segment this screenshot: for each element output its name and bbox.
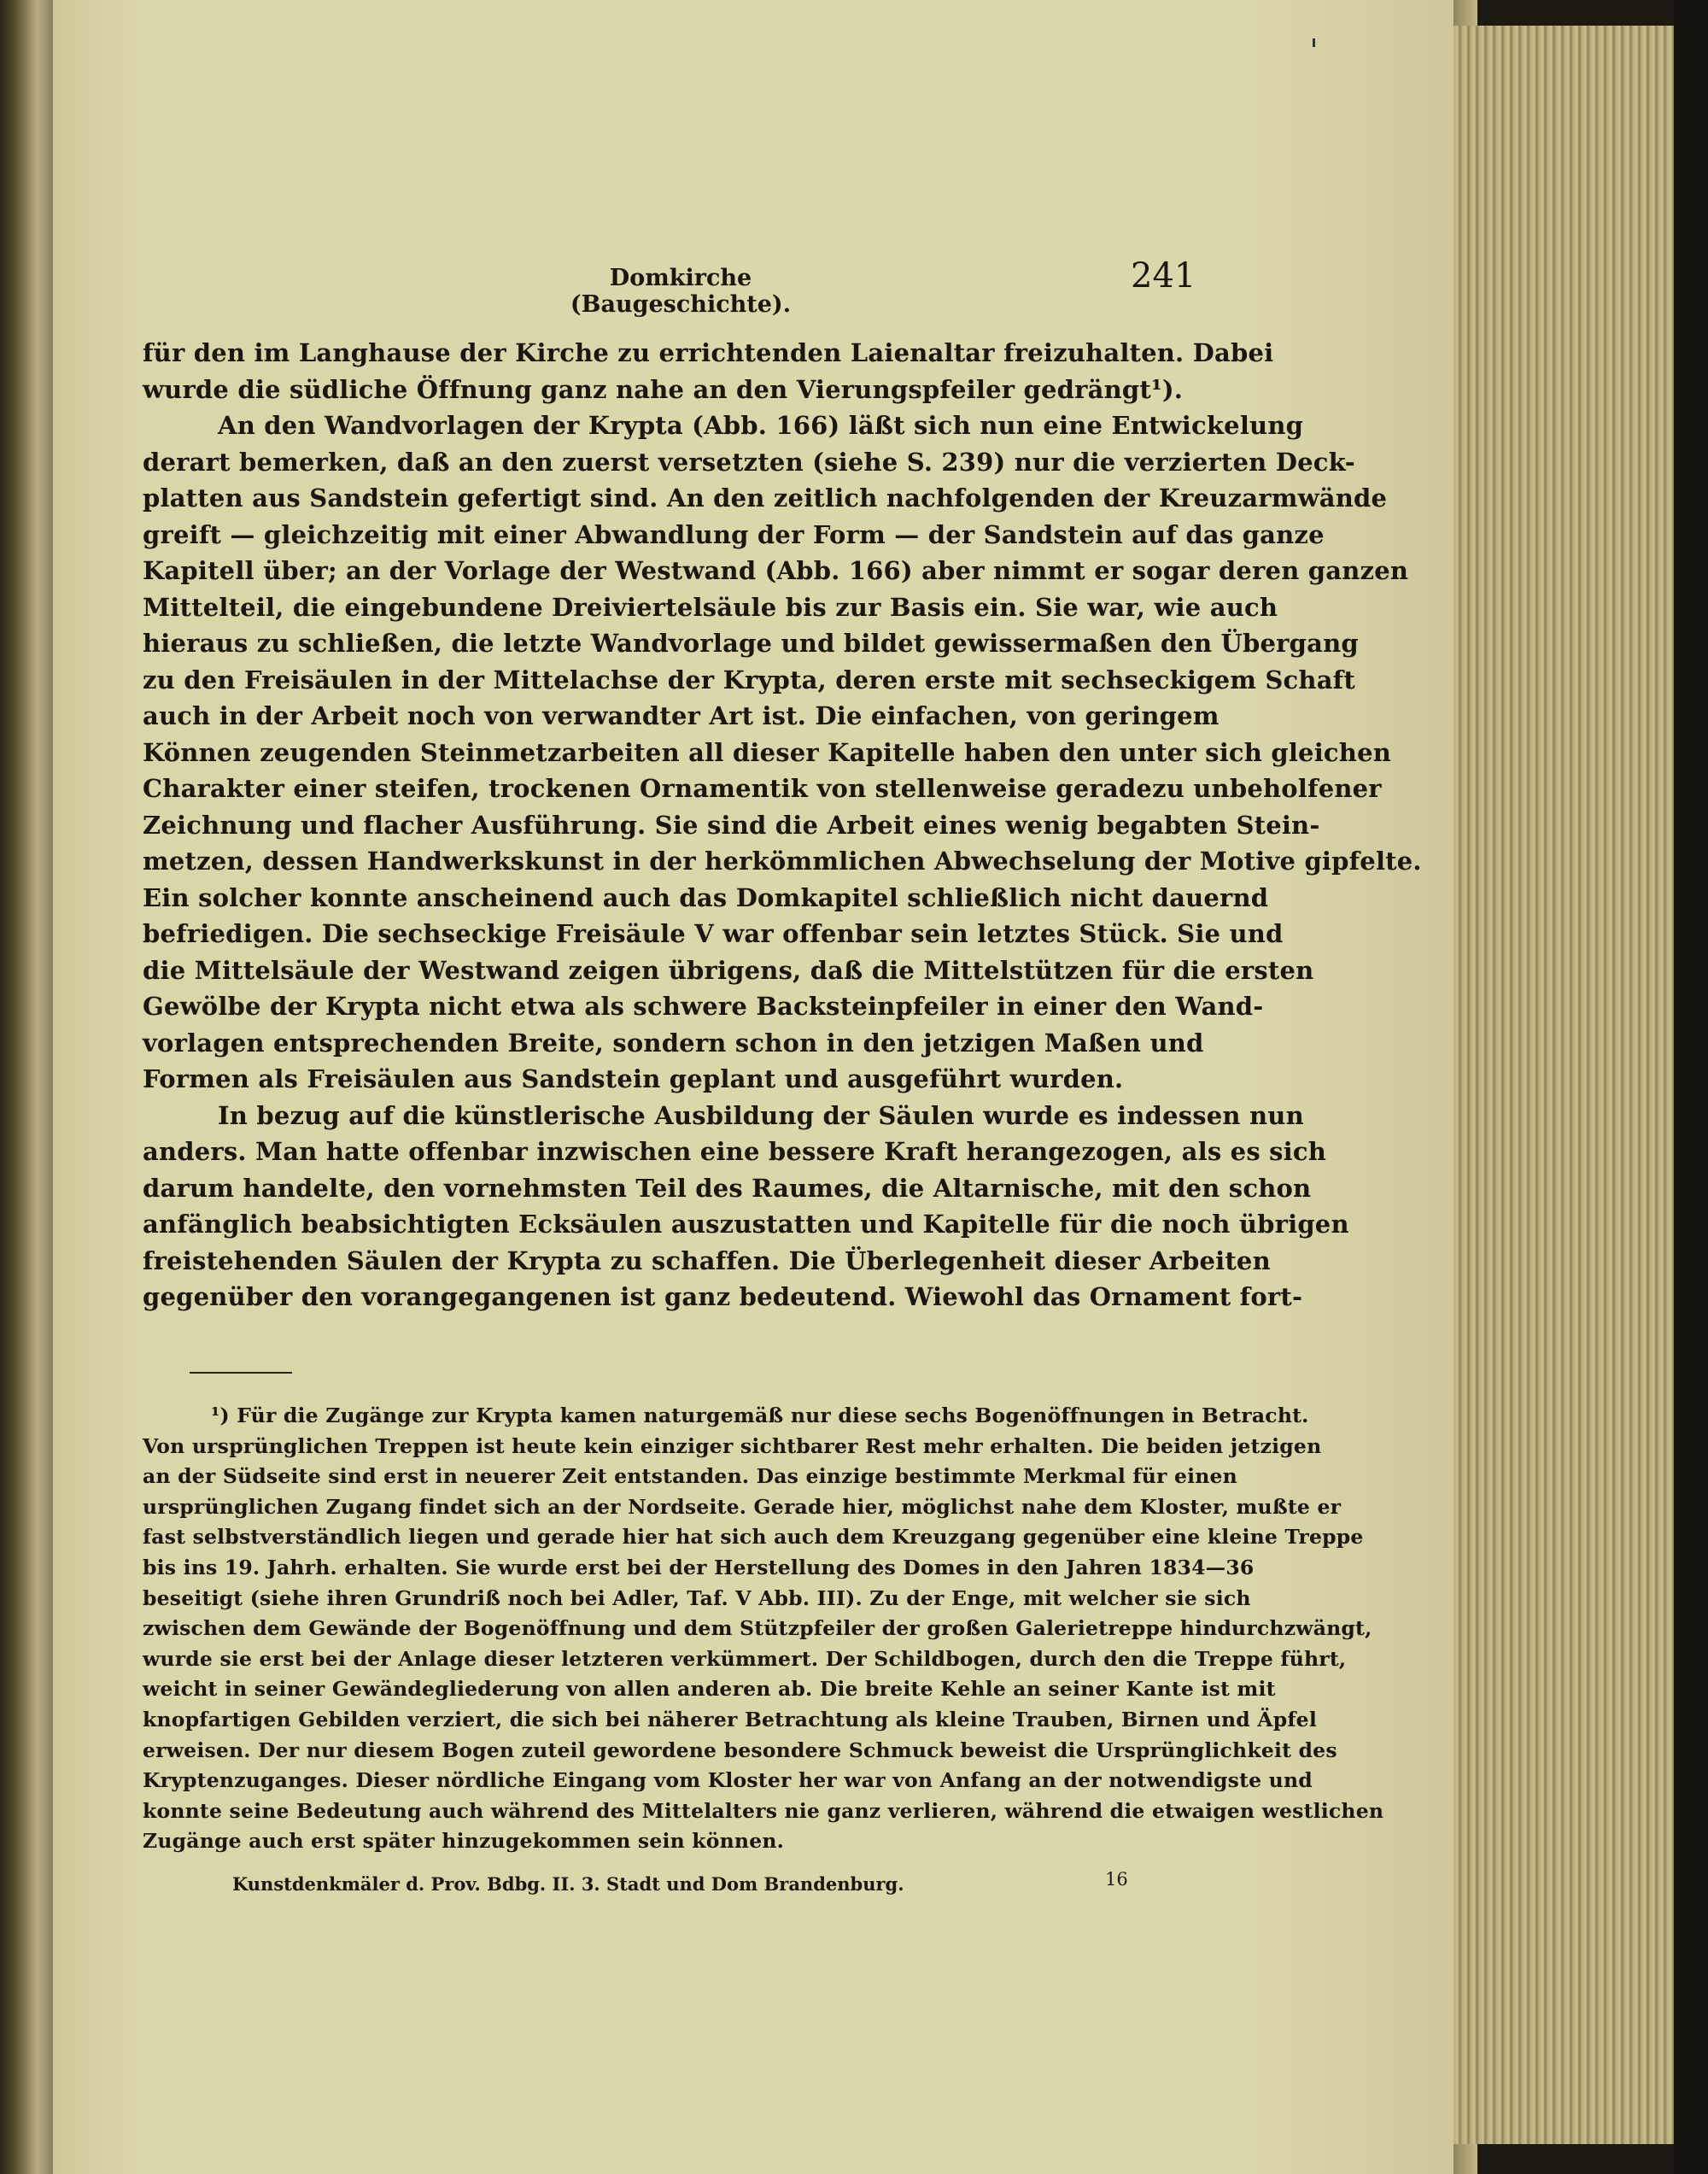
footnote-line: weicht in seiner Gewändegliederung von allen anderen ab. Die breite Kehle an seiner Kante ist mit xyxy=(143,1677,1276,1702)
text-line: Gewölbe der Krypta nicht etwa als schwere Backsteinpfeiler in einer den Wand- xyxy=(143,992,1264,1021)
text-line: für den im Langhause der Kirche zu errichtenden Laienaltar freizuhalten. Dabei xyxy=(143,338,1274,367)
footnote-line: Zugänge auch erst später hinzugekommen sein können. xyxy=(143,1829,785,1854)
text-line: Kapitell über; an der Vorlage der Westwand (Abb. 166) aber nimmt er sogar deren ganzen xyxy=(143,556,1409,585)
text-line: befriedigen. Die sechseckige Freisäule V war offenbar sein letztes Stück. Sie und xyxy=(143,919,1284,948)
footnote-line: bis ins 19. Jahrh. erhalten. Sie wurde erst bei der Herstellung des Domes in den Jahren 1834—36 xyxy=(143,1555,1255,1579)
footnote-line: zwischen dem Gewände der Bogenöffnung und dem Stützpfeiler der großen Galerietreppe hindurchzwängt, xyxy=(143,1616,1372,1641)
text-line: Ein solcher konnte anscheinend auch das Domkapitel schließlich nicht dauernd xyxy=(143,882,1269,912)
text-line: wurde die südliche Öffnung ganz nahe an den Vierungspfeiler gedrängt¹). xyxy=(143,374,1184,404)
text-line: darum handelte, den vornehmsten Teil des Raumes, die Altarnische, mit den schon xyxy=(143,1173,1312,1203)
printer-signature: Kunstdenkmäler d. Prov. Bdbg. II. 3. Stadt und Dom Brandenburg. xyxy=(232,1873,904,1895)
text-line: derart bemerken, daß an den zuerst versetzten (siehe S. 239) nur die verzierten Deck- xyxy=(143,447,1355,477)
running-title: Domkirche (Baugeschichte). xyxy=(570,265,792,318)
book-page xyxy=(53,0,1454,2174)
text-line: Zeichnung und flacher Ausführung. Sie sind die Arbeit eines wenig begabten Stein- xyxy=(143,810,1320,840)
text-line: hieraus zu schließen, die letzte Wandvorlage und bildet gewissermaßen den Übergang xyxy=(143,629,1359,658)
background xyxy=(1674,0,1708,2174)
page-number: 241 xyxy=(1131,256,1196,296)
text-line: Mittelteil, die eingebundene Dreiviertelsäule bis zur Basis ein. Sie war, wie auch xyxy=(143,592,1278,622)
text-line: gegenüber den vorangegangenen ist ganz bedeutend. Wiewohl das Ornament fort- xyxy=(143,1282,1303,1311)
text-line: Formen als Freisäulen aus Sandstein geplant und ausgeführt wurden. xyxy=(143,1064,1124,1093)
text-line: anders. Man hatte offenbar inzwischen eine bessere Kraft herangezogen, als es sich xyxy=(143,1137,1327,1166)
text-line: auch in der Arbeit noch von verwandter Art ist. Die einfachen, von geringem xyxy=(143,701,1220,730)
text-line: An den Wandvorlagen der Krypta (Abb. 166) läßt sich nun eine Entwickelung xyxy=(218,411,1304,440)
text-line: anfänglich beabsichtigten Ecksäulen auszustatten und Kapitelle für die noch übrigen xyxy=(143,1210,1349,1239)
footnote-separator xyxy=(190,1372,292,1374)
text-line: In bezug auf die künstlerische Ausbildung der Säulen wurde es indessen nun xyxy=(218,1100,1304,1130)
footnote-line: Kryptenzuganges. Dieser nördliche Eingang vom Kloster her war von Anfang an der notwendigste und xyxy=(143,1768,1313,1793)
footnote-line: an der Südseite sind erst in neuerer Zeit entstanden. Das einzige bestimmte Merkmal für einen xyxy=(143,1464,1237,1489)
footnote xyxy=(143,1401,1384,1857)
footnote-line: ursprünglichen Zugang findet sich an der Nordseite. Gerade hier, möglichst nahe dem Kloster, mußte er xyxy=(143,1494,1342,1519)
text-line: metzen, dessen Handwerkskunst in der herkömmlichen Abwechselung der Motive gipfelte. xyxy=(143,847,1422,876)
text-line: Können zeugenden Steinmetzarbeiten all dieser Kapitelle haben den unter sich gleichen xyxy=(143,737,1392,767)
footnote-line: Von ursprünglichen Treppen ist heute kein einziger sichtbarer Rest mehr erhalten. Die beiden jetzigen xyxy=(143,1433,1322,1458)
facing-page-edge xyxy=(0,0,53,2174)
text-line: platten aus Sandstein gefertigt sind. An den zeitlich nachfolgenden der Kreuzarmwände xyxy=(143,483,1388,513)
text-line: zu den Freisäulen in der Mittelachse der Krypta, deren erste mit sechseckigem Schaft xyxy=(143,665,1355,694)
footnote-line: wurde sie erst bei der Anlage dieser letzteren verkümmert. Der Schildbogen, durch den die Treppe führt, xyxy=(143,1646,1347,1671)
text-line: freistehenden Säulen der Krypta zu schaffen. Die Überlegenheit dieser Arbeiten xyxy=(143,1245,1271,1275)
footnote-line: erweisen. Der nur diesem Bogen zuteil gewordene besondere Schmuck beweist die Ursprünglichkeit des xyxy=(143,1737,1337,1762)
scan-mark xyxy=(1313,38,1315,47)
footnote-line: knopfartigen Gebilden verziert, die sich bei näherer Betrachtung als kleine Trauben, Birnen und Äpfel xyxy=(143,1707,1317,1732)
text-line: die Mittelsäule der Westwand zeigen übrigens, daß die Mittelstützen für die ersten xyxy=(143,955,1314,985)
text-line: greift — gleichzeitig mit einer Abwandlung der Form — der Sandstein auf das ganze xyxy=(143,519,1325,549)
page-stack-edges xyxy=(1454,26,1676,2144)
footnote-line: beseitigt (siehe ihren Grundriß noch bei Adler, Taf. V Abb. III). Zu der Enge, mit welcher sie sich xyxy=(143,1585,1251,1610)
footnote-line: konnte seine Bedeutung auch während des Mittelalters nie ganz verlieren, während die etwaigen westlichen xyxy=(143,1798,1384,1823)
main-text xyxy=(143,335,1422,1316)
text-line: vorlagen entsprechenden Breite, sondern schon in den jetzigen Maßen und xyxy=(143,1028,1204,1058)
signature-mark: 16 xyxy=(1105,1869,1128,1890)
text-line: Charakter einer steifen, trockenen Ornamentik von stellenweise geradezu unbeholfener xyxy=(143,774,1382,803)
footnote-line: fast selbstverständlich liegen und gerade hier hat sich auch dem Kreuzgang gegenüber eine kleine Treppe xyxy=(143,1525,1364,1550)
footnote-line: ¹) Für die Zugänge zur Krypta kamen naturgemäß nur diese sechs Bogenöffnungen in Betracht. xyxy=(211,1403,1309,1427)
